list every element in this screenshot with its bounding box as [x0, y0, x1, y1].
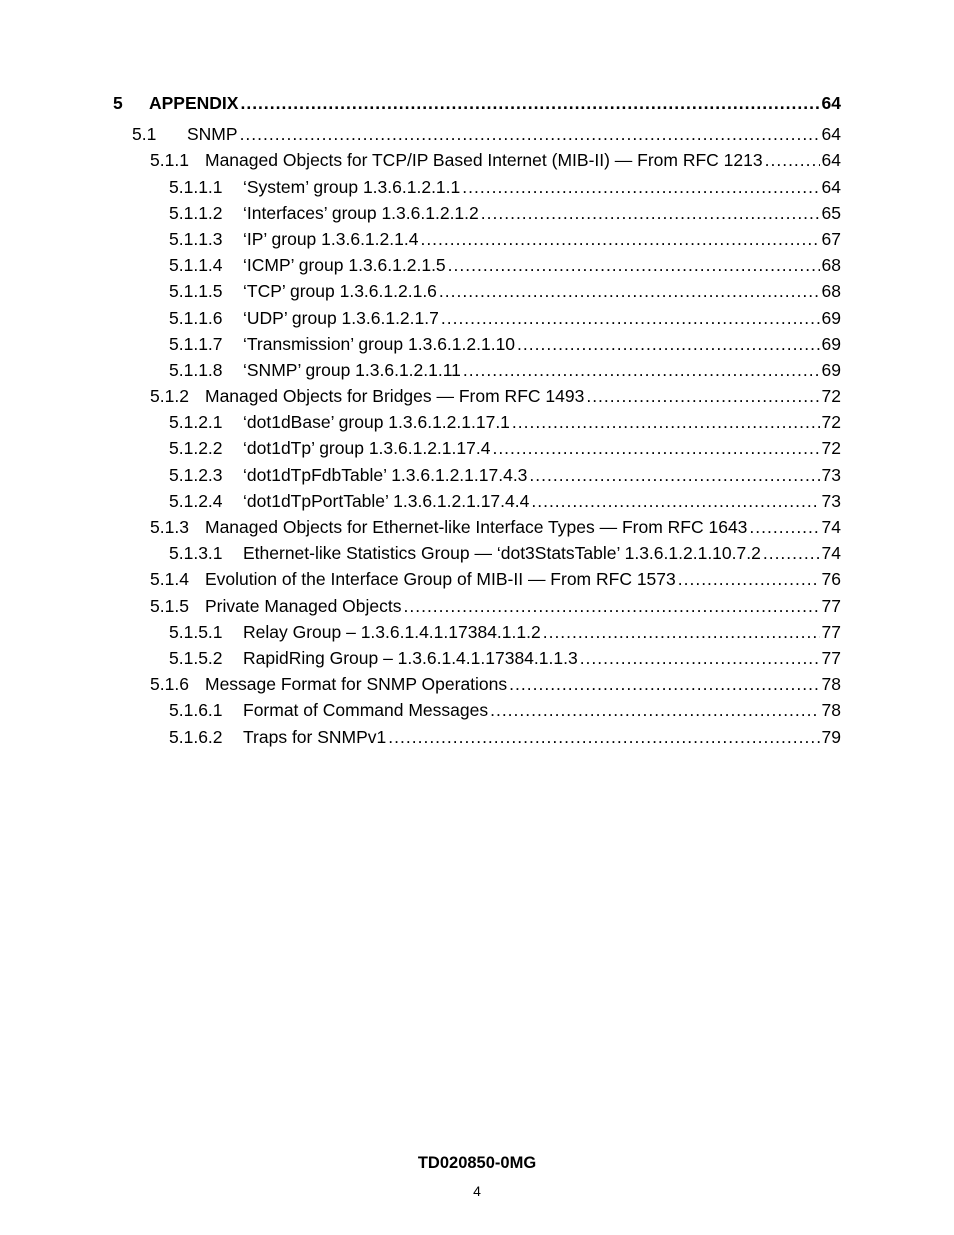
dot-leader	[462, 175, 819, 199]
page-number: 4	[473, 1183, 481, 1199]
toc-entry-title: ‘System’ group 1.3.6.1.2.1.1	[243, 177, 461, 197]
toc-entry-title: ‘TCP’ group 1.3.6.1.2.1.6	[243, 281, 437, 301]
toc-entry-page: 72	[821, 438, 841, 458]
dot-leader	[492, 436, 819, 460]
toc-entry-title: ‘UDP’ group 1.3.6.1.2.1.7	[243, 308, 439, 328]
toc-entry-number: 5.1.2.1	[169, 412, 223, 432]
dot-leader	[531, 489, 819, 513]
toc-entry[interactable]	[169, 306, 841, 330]
document-code: TD020850-0MG	[417, 1154, 537, 1172]
toc-entry[interactable]	[169, 541, 841, 565]
dot-leader	[481, 201, 820, 225]
toc-entry-title: ‘ICMP’ group 1.3.6.1.2.1.5	[243, 255, 446, 275]
toc-entry-number: 5.1.2.2	[169, 438, 223, 458]
toc-entry[interactable]	[150, 594, 841, 618]
toc-entry-page: 64	[821, 150, 841, 170]
toc-entry-number: 5.1.1.1	[169, 177, 223, 197]
toc-entry-number: 5.1.1.6	[169, 308, 223, 328]
toc-entry[interactable]	[169, 620, 841, 644]
toc-entry-number: 5.1.1.2	[169, 203, 223, 223]
toc-entry[interactable]	[169, 358, 841, 382]
toc-entry-number: 5.1.2	[150, 386, 189, 406]
toc-entry[interactable]	[150, 515, 841, 539]
toc-entry-page: 79	[821, 727, 841, 747]
toc-entry-number: 5.1.1.5	[169, 281, 223, 301]
toc-entry[interactable]	[169, 227, 841, 251]
toc-entry-page: 64	[821, 124, 841, 144]
toc-entry-number: 5.1.2.4	[169, 491, 223, 511]
dot-leader	[420, 227, 819, 251]
toc-entry-title: RapidRing Group – 1.3.6.1.4.1.17384.1.1.3	[243, 648, 578, 668]
dot-leader	[765, 148, 820, 172]
toc-entry-number: 5.1.3.1	[169, 543, 223, 563]
toc-entry[interactable]	[169, 436, 841, 460]
toc-entry[interactable]	[150, 672, 841, 696]
toc-entry[interactable]	[169, 253, 841, 277]
toc-entry-title: Managed Objects for Ethernet-like Interface Types — From RFC 1643	[205, 517, 748, 537]
toc-entry-title: ‘Transmission’ group 1.3.6.1.2.1.10	[243, 334, 516, 354]
toc-entry-number: 5.1.5.2	[169, 648, 223, 668]
toc-entry[interactable]	[169, 332, 841, 356]
toc-entry-number: 5.1.1.8	[169, 360, 223, 380]
dot-leader	[448, 253, 820, 277]
toc-entry-title: Evolution of the Interface Group of MIB-II — From RFC 1573	[205, 569, 676, 589]
toc-entry-number: 5.1.6.1	[169, 700, 223, 720]
toc-entry-page: 73	[821, 491, 841, 511]
toc-entry-number: 5.1.5	[150, 596, 189, 616]
toc-entry-page: 67	[821, 229, 841, 249]
dot-leader	[543, 620, 820, 644]
toc-entry-page: 74	[821, 517, 841, 537]
toc-entry-page: 72	[821, 412, 841, 432]
toc-entry[interactable]	[169, 410, 841, 434]
toc-entry[interactable]	[169, 725, 841, 749]
toc-entry-number: 5.1.6	[150, 674, 189, 694]
dot-leader	[512, 410, 820, 434]
dot-leader	[490, 698, 819, 722]
toc-entry-title: ‘SNMP’ group 1.3.6.1.2.1.11	[243, 360, 461, 380]
toc-entry[interactable]	[169, 175, 841, 199]
toc-entry[interactable]	[169, 279, 841, 303]
toc-entry[interactable]	[132, 122, 841, 146]
toc-entry-number: 5.1.4	[150, 569, 189, 589]
dot-leader	[749, 515, 819, 539]
toc-entry-title: ‘dot1dBase’ group 1.3.6.1.2.1.17.1	[243, 412, 510, 432]
dot-leader	[240, 91, 819, 115]
toc-entry-page: 76	[821, 569, 841, 589]
toc-entry-page: 78	[821, 674, 841, 694]
toc-entry-page: 64	[821, 93, 841, 113]
toc-entry-title: SNMP	[187, 124, 238, 144]
toc-entry-title: Message Format for SNMP Operations	[205, 674, 508, 694]
toc-entry-page: 65	[821, 203, 841, 223]
toc-entry-page: 69	[821, 334, 841, 354]
toc-entry-number: 5.1	[132, 124, 157, 144]
toc-entry-title: APPENDIX	[149, 93, 239, 113]
toc-entry-number: 5.1.2.3	[169, 465, 223, 485]
toc-entry-title: Format of Command Messages	[243, 700, 489, 720]
dot-leader	[404, 594, 820, 618]
toc-entry-page: 68	[821, 255, 841, 275]
toc-entry-title: Private Managed Objects	[205, 596, 402, 616]
toc-entry-number: 5.1.1.4	[169, 255, 223, 275]
toc-entry-page: 78	[821, 700, 841, 720]
toc-entry[interactable]	[150, 148, 841, 172]
toc-entry[interactable]	[169, 489, 841, 513]
toc-entry-number: 5.1.5.1	[169, 622, 223, 642]
toc-entry-page: 77	[821, 648, 841, 668]
toc-entry-title: Managed Objects for Bridges — From RFC 1493	[205, 386, 585, 406]
toc-entry-title: ‘IP’ group 1.3.6.1.2.1.4	[243, 229, 419, 249]
toc-entry-title: Managed Objects for TCP/IP Based Internet (MIB-II) — From RFC 1213	[205, 150, 763, 170]
toc-entry-page: 74	[821, 543, 841, 563]
toc-entry[interactable]	[169, 201, 841, 225]
toc-entry-title: ‘dot1dTpFdbTable’ 1.3.6.1.2.1.17.4.3	[243, 465, 528, 485]
toc-entry-number: 5.1.1	[150, 150, 189, 170]
toc-entry-page: 77	[821, 622, 841, 642]
toc-entry-number: 5.1.6.2	[169, 727, 223, 747]
toc-entry[interactable]	[169, 698, 841, 722]
dot-leader	[439, 279, 820, 303]
toc-entry-page: 69	[821, 360, 841, 380]
toc-entry-page: 72	[821, 386, 841, 406]
dot-leader	[441, 306, 820, 330]
toc-entry[interactable]	[150, 567, 841, 591]
toc-entry[interactable]	[169, 646, 841, 670]
toc-entry-page: 68	[821, 281, 841, 301]
toc-entry-page: 64	[821, 177, 841, 197]
dot-leader	[586, 384, 819, 408]
toc-entry-page: 73	[821, 465, 841, 485]
toc-entry-title: Traps for SNMPv1	[243, 727, 387, 747]
toc-entry[interactable]	[113, 91, 841, 115]
dot-leader	[763, 541, 820, 565]
toc-entry-number: 5.1.1.3	[169, 229, 223, 249]
toc-entry-page: 77	[821, 596, 841, 616]
toc-entry-title: Ethernet-like Statistics Group — ‘dot3StatsTable’ 1.3.6.1.2.1.10.7.2	[243, 543, 761, 563]
toc-entry-title: ‘dot1dTp’ group 1.3.6.1.2.1.17.4	[243, 438, 491, 458]
toc-entry-title: ‘dot1dTpPortTable’ 1.3.6.1.2.1.17.4.4	[243, 491, 530, 511]
dot-leader	[678, 567, 820, 591]
toc-entry-number: 5.1.3	[150, 517, 189, 537]
toc-entry-number: 5	[113, 93, 123, 113]
dot-leader	[388, 725, 819, 749]
toc-entry[interactable]	[150, 384, 841, 408]
toc-entry-page: 69	[821, 308, 841, 328]
toc-entry-title: ‘Interfaces’ group 1.3.6.1.2.1.2	[243, 203, 479, 223]
dot-leader	[580, 646, 820, 670]
dot-leader	[517, 332, 819, 356]
dot-leader	[509, 672, 819, 696]
dot-leader	[240, 122, 820, 146]
dot-leader	[463, 358, 820, 382]
toc-entry-title: Relay Group – 1.3.6.1.4.1.17384.1.1.2	[243, 622, 541, 642]
toc-entry[interactable]	[169, 463, 841, 487]
dot-leader	[529, 463, 819, 487]
toc-entry-number: 5.1.1.7	[169, 334, 223, 354]
